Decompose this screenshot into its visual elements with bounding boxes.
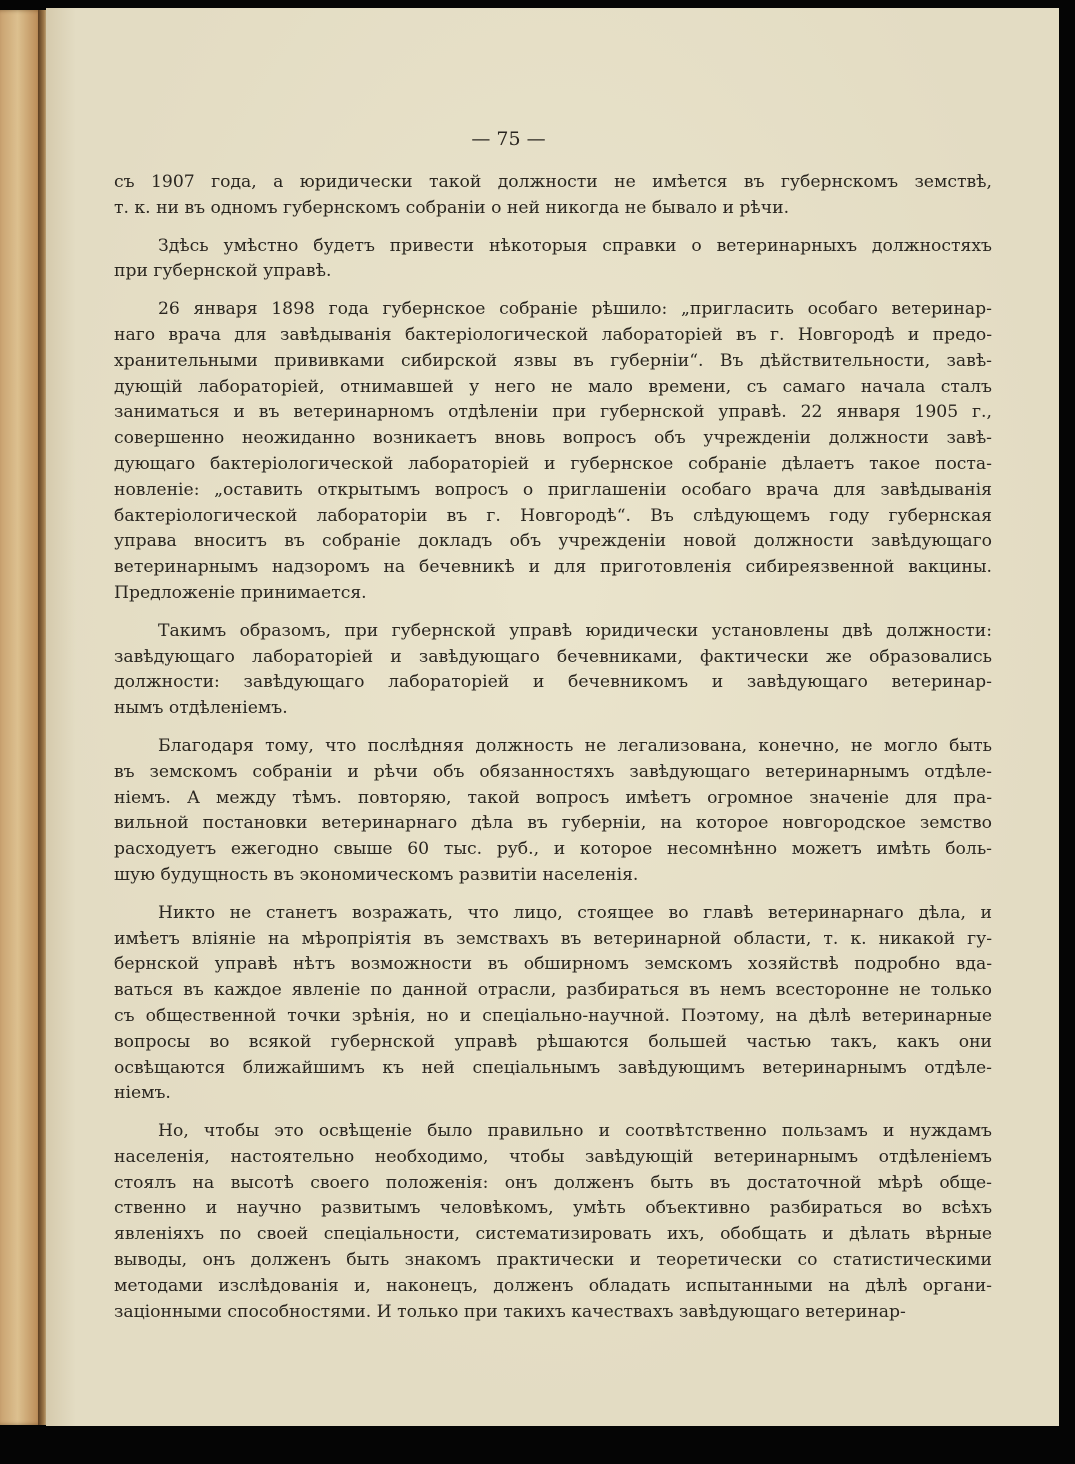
paragraph [70, 234, 992, 286]
text-line: ніемъ. А между тѣмъ. повторяю, такой вопросъ имѣетъ огромное значеніе для пра- [114, 787, 992, 808]
text-line: хранительными прививками сибирской язвы въ губерніи“. Въ дѣйствительности, завѣ- [114, 350, 992, 371]
text-line: населенія, настоятельно необходимо, чтобы завѣдующій ветеринарнымъ отдѣленіемъ [114, 1146, 992, 1167]
paragraph [70, 619, 992, 722]
paragraph [70, 734, 992, 889]
text-line: стоялъ на высотѣ своего положенія: онъ долженъ быть въ достаточной мѣрѣ обще- [114, 1172, 992, 1193]
text-line: должности: завѣдующаго лабораторіей и бечевникомъ и завѣдующаго ветеринар- [114, 672, 992, 693]
text-line: методами изслѣдованія и, наконецъ, долженъ обладать испытанными на дѣлѣ органи- [114, 1275, 992, 1296]
text-line: выводы, онъ долженъ быть знакомъ практически и теоретически со статистическими [114, 1250, 992, 1271]
body-text [70, 170, 992, 1337]
text-line: Никто не станетъ возражать, что лицо, стоящее во главѣ ветеринарнаго дѣла, и [158, 902, 992, 923]
text-line: явленіяхъ по своей спеціальности, систематизировать ихъ, обобщать и дѣлать вѣрные [114, 1224, 992, 1245]
text-line: завѣдующаго лабораторіей и завѣдующаго бечевниками, фактически же образовались [114, 646, 992, 667]
paragraph [70, 901, 992, 1107]
text-line: Здѣсь умѣстно будетъ привести нѣкоторыя справки о ветеринарныхъ должностяхъ [158, 235, 992, 256]
text-line: бернской управѣ нѣтъ возможности въ обширномъ земскомъ хозяйствѣ подробно вда- [114, 954, 992, 975]
text-line: ственно и научно развитымъ человѣкомъ, умѣть объективно разбираться во всѣхъ [114, 1198, 992, 1219]
text-line: бактеріологической лабораторіи въ г. Новгородѣ“. Въ слѣдующемъ году губернская [114, 505, 992, 526]
text-line: наго врача для завѣдыванія бактеріологической лабораторіей въ г. Новгородѣ и предо- [114, 324, 992, 345]
text-line: съ 1907 года, а юридически такой должности не имѣется въ губернскомъ земствѣ, [114, 172, 992, 192]
text-line: съ общественной точки зрѣнія, но и спеціально-научной. Поэтому, на дѣлѣ ветеринарные [114, 1005, 992, 1026]
text-line: новленіе: „оставить открытымъ вопросъ о приглашеніи особаго врача для завѣдыванія [114, 479, 992, 500]
text-line: т. к. ни въ одномъ губернскомъ собраніи о ней никогда не бывало и рѣчи. [114, 197, 790, 218]
paragraph [70, 1119, 992, 1325]
text-line: Благодаря тому, что послѣдняя должность не легализована, конечно, не могло быть [158, 735, 992, 756]
text-line: при губернской управѣ. [114, 261, 332, 282]
text-line: ніемъ. [114, 1083, 171, 1104]
text-line: заціонными способностями. И только при такихъ качествахъ завѣдующаго ветеринар- [114, 1301, 906, 1322]
text-line: заниматься и въ ветеринарномъ отдѣленіи при губернской управѣ. 22 января 1905 г., [114, 402, 992, 423]
text-line: совершенно неожиданно возникаетъ вновь вопросъ объ учрежденіи должности завѣ- [114, 428, 992, 449]
text-line: освѣщаются ближайшимъ къ ней спеціальнымъ завѣдующимъ ветеринарнымъ отдѣле- [114, 1057, 992, 1078]
page-number: — 75 — [471, 128, 546, 150]
paragraph [70, 170, 992, 222]
text-line: шую будущность въ экономическомъ развитіи населенія. [114, 864, 639, 885]
text-line: въ земскомъ собраніи и рѣчи объ обязанностяхъ завѣдующаго ветеринарнымъ отдѣле- [114, 761, 992, 782]
text-line: имѣетъ вліяніе на мѣропріятія въ земствахъ въ ветеринарной области, т. к. никакой гу- [114, 928, 992, 949]
text-line: ваться въ каждое явленіе по данной отрасли, разбираться въ немъ всесторонне не только [114, 980, 992, 1001]
text-line: Но, чтобы это освѣщеніе было правильно и соотвѣтственно пользамъ и нуждамъ [158, 1121, 992, 1142]
text-line: Предложеніе принимается. [114, 582, 367, 603]
text-line: вильной постановки ветеринарнаго дѣла въ губерніи, на которое новгородское земство [114, 813, 992, 834]
text-line: дующаго бактеріологической лабораторіей и губернское собраніе дѣлаетъ такое поста- [114, 453, 992, 474]
document-page [46, 8, 1059, 1426]
paragraph [70, 297, 992, 607]
text-line: 26 января 1898 года губернское собраніе рѣшило: „пригласить особаго ветеринар- [158, 299, 992, 320]
text-line: Такимъ образомъ, при губернской управѣ юридически установлены двѣ должности: [158, 620, 992, 641]
text-line: управа вноситъ въ собраніе докладъ объ учрежденіи новой должности завѣдующаго [114, 531, 992, 552]
text-line: нымъ отдѣленіемъ. [114, 698, 288, 719]
text-line: ветеринарнымъ надзоромъ на бечевникѣ и для приготовленія сибиреязвенной вакцины. [114, 557, 992, 578]
text-line: дующій лабораторіей, отнимавшей у него не мало времени, съ самаго начала сталъ [114, 376, 992, 397]
text-line: расходуетъ ежегодно свыше 60 тыс. руб., и которое несомнѣнно можетъ имѣть боль- [114, 839, 992, 860]
text-line: вопросы во всякой губернской управѣ рѣшаются большей частью такъ, какъ они [114, 1031, 992, 1052]
